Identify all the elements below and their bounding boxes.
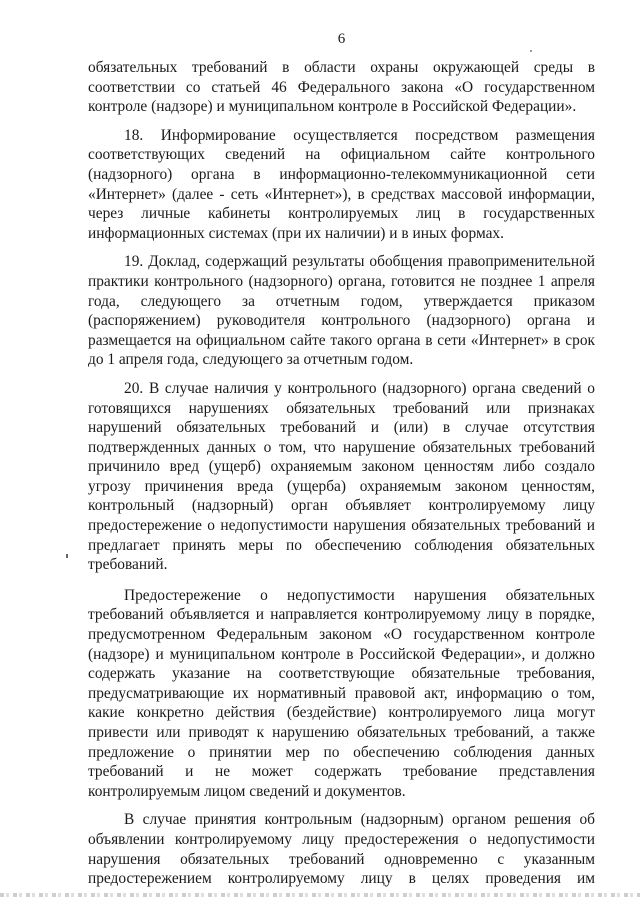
paragraph-continuation: обязательных требований в области охраны окружающей среды в соответствии со статьей 46 Федерального закона «О государственном контроле (надзоре) и муниципальном контроле в Российской Федерации». (88, 59, 595, 116)
scan-artifact-dot (530, 50, 532, 52)
paragraph-18: 18. Информирование осуществляется посредством размещения соответствующих сведений на официальном сайте контрольного (надзорного) органа в информационно-телекоммуникационной сети «Интернет» (далее - сеть «Интернет»), в средствах массовой информации, через личные кабинеты контролируемых лиц в государственных информационных системах (при их наличии) и в иных формах. (88, 126, 595, 242)
paragraph-warning-decision: В случае принятия контрольным (надзорным) органом решения об объявлении контролируемому лицу предостережения о недопустимости нарушения обязательных требований одновременно с указанным предостережением контролируемому лицу в целях проведения им (88, 811, 595, 888)
scan-artifact-mark (66, 554, 68, 558)
paragraph-20: 20. В случае наличия у контрольного (надзорного) органа сведений о готовящихся нарушениях обязательных требований или признаках нарушений обязательных требований и (или) в случае отсутствия подтвержденных данных о том, что нарушение обязательных требований причинило вред (ущерб) охраняемым законом ценностям либо создало угрозу причинения вреда (ущерба) охраняемым законом ценностям, контрольный (надзорный) орган объявляет контролируемому лицу предостережение о недопустимости нарушения обязательных требований и предлагает принять меры по обеспечению соблюдения обязательных требований. (88, 379, 595, 574)
paragraph-19: 19. Доклад, содержащий результаты обобщения правоприменительной практики контрольного (надзорного) органа, готовится не позднее 1 апреля года, следующего за отчетным годом, утверждается приказом (распоряжением) руководителя контрольного (надзорного) органа и размещается на официальном сайте такого органа в сети «Интернет» в срок до 1 апреля года, следующего за отчетным годом. (88, 253, 595, 369)
scan-bottom-edge (0, 893, 640, 897)
paragraph-warning-procedure: Предостережение о недопустимости нарушения обязательных требований объявляется и направляется контролируемому лицу в порядке, предусмотренном Федеральным законом «О государственном контроле (надзоре) и муниципальном контроле в Российской Федерации», и должно содержать указание на соответствующие обязательные требования, предусматривающие их нормативный правовой акт, информацию о том, какие конкретно действия (бездействие) контролируемого лица могут привести или приводят к нарушению обязательных требований, а также предложение о принятии мер по обеспечению соблюдения данных требований и не может содержать требование представления контролируемым лицом сведений и документов. (88, 586, 595, 800)
page-number: 6 (337, 31, 346, 47)
